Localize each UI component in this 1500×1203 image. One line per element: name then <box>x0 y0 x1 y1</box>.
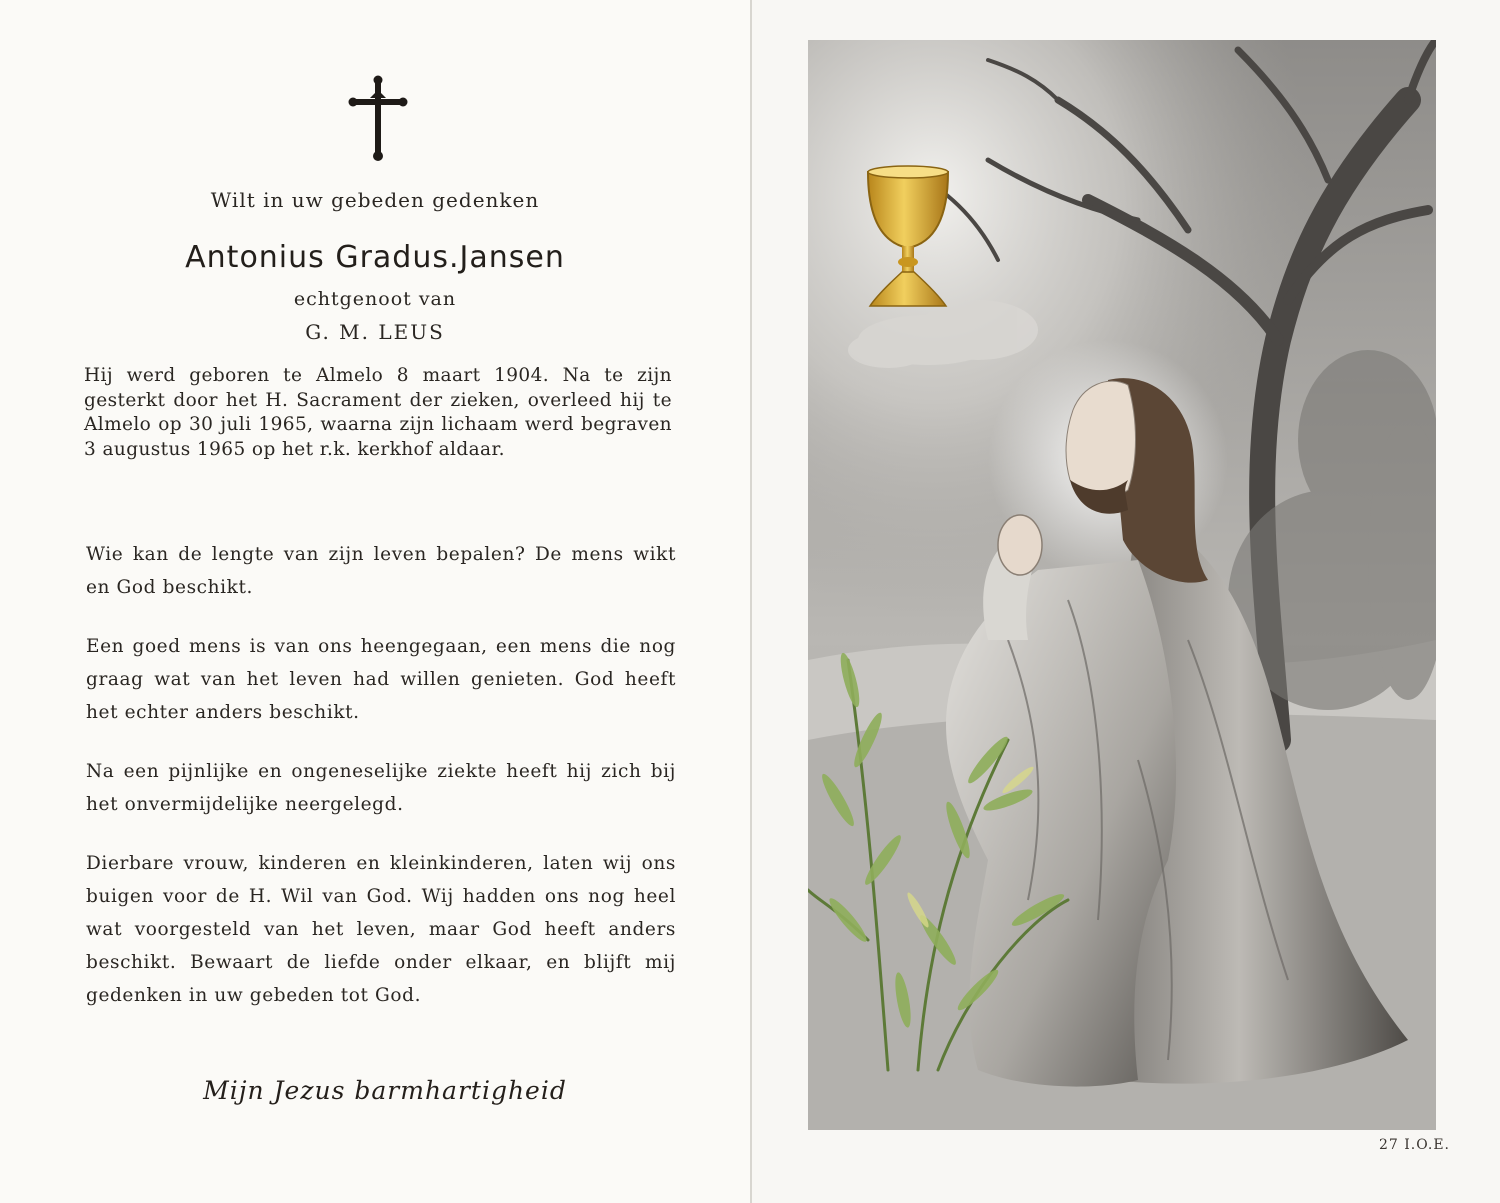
spouse-label: echtgenoot van <box>293 288 457 310</box>
deceased-name: Antonius Gradus.Jansen <box>185 240 565 275</box>
verse-paragraph: Een goed mens is van ons heengegaan, een mens die nog graag wat van het leven had willen genieten. God heeft het echter anders beschikt. <box>86 636 676 723</box>
verse-paragraph: Wie kan de lengte van zijn leven bepalen? De mens wikt en God beschikt. <box>86 544 676 598</box>
verses-block <box>86 538 676 1038</box>
devotional-picture <box>808 40 1436 1130</box>
verse-paragraph: Dierbare vrouw, kinderen en kleinkinderen, laten wij ons buigen voor de H. Wil van God. Wij hadden ons nog heel wat voorgesteld van het leven, maar God heeft anders beschikt. Bewaart de liefde onder elkaar, en blijft mij gedenken in uw gebeden tot God. <box>86 853 676 1006</box>
closing-prayer: Mijn Jezus barmhartigheid <box>203 1076 567 1105</box>
biography-paragraph: Hij werd geboren te Almelo 8 maart 1904. Na te zijn gesterkt door het H. Sacrament der zieken, overleed hij te Almelo op 30 juli 1965, waarna zijn lichaam werd begraven 3 augustus 1965 op het r.k. kerkhof aldaar. <box>84 365 672 460</box>
intro-line: Wilt in uw gebeden gedenken <box>210 188 540 212</box>
spouse-name: G. M. LEUS <box>305 320 445 344</box>
cross-icon <box>348 74 408 162</box>
printer-code: 27 I.O.E. <box>1378 1137 1450 1153</box>
verse-paragraph: Na een pijnlijke en ongeneselijke ziekte heeft hij zich bij het onvermijdelijke neergelegd. <box>86 761 676 815</box>
